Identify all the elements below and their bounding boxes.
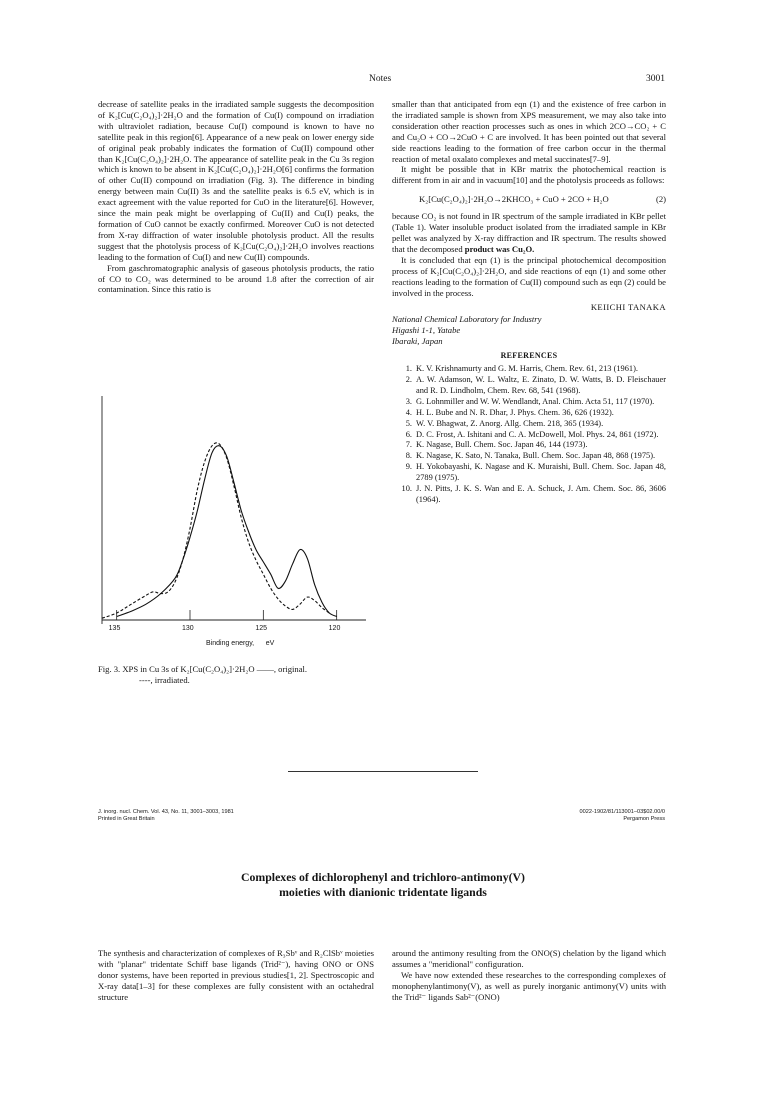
series-line-original [117,446,337,617]
x-tick-label-135: 135 [108,625,121,632]
section-divider [288,771,478,772]
equation-2 [392,188,666,211]
reference-text: W. V. Bhagwat, Z. Anorg. Allg. Chem. 218, 365 (1934). [416,418,604,428]
affiliation-line-2: Higashi 1-1, Yatabe [392,325,461,335]
reference-number: 8. [405,451,412,461]
journal-citation: J. inorg. nucl. Chem. Vol. 43, No. 11, 3001–3003, 1981 [98,809,234,815]
reference-item [392,408,666,419]
journal-info [98,809,234,823]
reference-item [392,375,666,397]
reference-item [392,364,666,375]
reference-text: H. L. Bube and N. R. Dhar, J. Phys. Chem. 36, 626 (1932). [416,407,614,417]
x-tick-label-130: 130 [182,625,194,632]
reference-text: H. Yokobayashi, K. Nagase and K. Muraishi, Bull. Chem. Soc. Japan 48, 2789 (1975). [416,462,666,483]
series-line-irradiated [102,443,329,618]
affiliation-line-3: Ibaraki, Japan [392,335,443,346]
right-paragraph-2: It might be possible that in KBr matrix the photochemical reaction is different from in air and in vacuum[10] and the photolysis proceeds as follows: [392,164,666,186]
x-tick-labels [98,625,374,635]
figure-caption [98,664,378,686]
reference-number: 5. [405,418,412,428]
article2-right-column [392,948,666,1003]
reference-item [392,440,666,451]
article2-left-paragraph: The synthesis and characterization of complexes of R₃Sbᵛ and R₂ClSbᵛ moieties with "planar" tridentate Schiff base ligands (Trid²⁻), having ONO or ONS donor systems, have been reported in previous studies[1, 2]. Spectroscopic and X-ray data[1–3] for these complexes are fully consistent with an octahedral structure [98,948,374,1002]
reference-item [392,462,666,484]
reference-text: K. Nagase, K. Sato, N. Tanaka, Bull. Chem. Soc. Japan 48, 868 (1975). [416,451,656,461]
right-paragraph-4: It is concluded that eqn (1) is the principal photochemical decomposition process of K₂[Cu(C₂O₄)₂]·2H₂O, and side reactions of eqn (1) and some other reactions leading to the formation of Cu(II) compound such as eqn (2) could be involved in the process. [392,254,666,298]
right-paragraph-3-text: because CO₂ is not found in IR spectrum of the sample irradiated in KBr pellet (Table 1). Water insoluble product isolated from the irradiated sample in KBr pellet was analyzed by X-ray diffraction and IR spectrum. The results showed that the decomposed [392,211,666,254]
author: KEIICHI TANAKA [590,301,666,312]
reference-number: 1. [405,364,412,374]
reference-number: 10. [401,484,412,494]
references-list [392,364,666,506]
references-heading: REFERENCES [500,351,558,361]
caption-line-2: ----, irradiated. [139,674,190,685]
reference-number: 2. [405,375,412,384]
x-tick-label-125: 125 [255,625,268,632]
left-paragraph-1: decrease of satellite peaks in the irradiated sample suggests the decomposition of K₂[Cu(C₂O₄)₂]·2H₂O and the formation of Cu(I) compound on irradiation with ultraviolet radiation, because Cu(I) compound is known to have no satellite peak in this region[6]. Appearance of a new peak on lower energy side of original peak probably indicates the formation of Cu(II) compound other than K₂[Cu(C₂O₄)₂]·2H₂O. The appearance of satellite peak in the Cu 3s region which is known to be absent in K₂[Cu(C₂O₄)₂]·2H₂O[6] confirms the formation of other Cu(II) compound on irradiation (Fig. 3). The difference in binding energy between main Cu(II) 3s and the satellite peaks is 6.5 eV, which is in exact agreement with the value reported for CuO in the literature[6]. However, since the main peak might be overlapping of Cu(II) and Cu(I) peaks, the formation of CuO cannot be exactly confirmed. Moreover CuO is not detected from X-ray diffraction of water insoluble photolysis product. All the results suggest that the photolysis process of K₂[Cu(C₂O₄)₂]·2H₂O involves reactions leading to the formation of Cu(I) and new Cu(II) compounds. [98,99,374,262]
article2-right-paragraph-1: around the antimony resulting from the ONO(S) chelation by the ligand which assumes a "meridional" configuration. [392,948,666,969]
reference-item [392,484,666,506]
figure-3 [98,392,374,662]
article-code: 0022-1902/81/113001–03$02.00/0 [579,809,665,815]
right-paragraph-3 [392,211,666,255]
affiliation [392,314,666,346]
article-title-line-2: moieties with dianionic tridentate ligands [279,885,487,899]
article2-left-column [98,948,374,1003]
reference-text: K. V. Krishnamurty and G. M. Harris, Chem. Rev. 61, 213 (1961). [416,364,638,374]
right-column [392,99,666,506]
running-title: Notes [369,74,392,84]
publisher-name: Pergamon Press [623,816,665,822]
equation-text: K₂[Cu(C₂O₄)₂]·2H₂O→2KHCO₃ + CuO + 2CO + H₂O [419,194,609,205]
affiliation-line-1: National Chemical Laboratory for Industry [392,314,542,325]
reference-number: 4. [405,407,412,417]
equation-number: (2) [655,194,666,205]
left-paragraph-2: From gaschromatographic analysis of gaseous photolysis products, the ratio of CO to CO₂ was determined to be around 1.8 after the correction of air contamination. Since this ratio is [98,262,374,295]
article2-right-paragraph-2: We have now extended these researches to the corresponding complexes of monophenylantimony(V), as well as purely inorganic antimony(V) units with the Trid²⁻ ligands Sab²⁻(ONO) [392,969,666,1002]
reference-number: 7. [405,440,412,450]
page-number: 3001 [646,74,665,84]
reference-text: J. N. Pitts, J. K. S. Wan and E. A. Schuck, J. Am. Chem. Soc. 86, 3606 (1964). [416,484,666,504]
right-paragraph-1: smaller than that anticipated from eqn (1) and the existence of free carbon in the irradiated sample is shown from XPS measurement, we may also take into consideration other reaction processes such as ones in which 2CO→CO₂ + C and Cu₂O + CO→2CuO + C are involved. It has been pointed out that several side reactions leading to the formation of free carbon occur in the thermal reaction of metal oxalato complexes and metal succinates[7–9]. [392,99,666,164]
publisher-info [580,809,665,823]
series-lines [102,443,337,618]
article-title-line-1: Complexes of dichlorophenyl and trichloro-antimony(V) [240,870,525,884]
reference-number: 9. [405,462,412,472]
left-column [98,99,374,295]
right-paragraph-3-bold: product was Cu₂O. [464,243,535,254]
reference-text: K. Nagase, Bull. Chem. Soc. Japan 46, 144 (1973). [416,440,588,450]
reference-item [392,397,666,408]
caption-line-1: Fig. 3. XPS in Cu 3s of K₂[Cu(C₂O₄)₂]·2H₂O ——, original. [98,664,308,674]
xps-chart [98,392,374,642]
article-title [98,870,668,900]
x-ticks [117,610,337,620]
reference-text: D. C. Frost, A. Ishitani and C. A. McDowell, Mol. Phys. 24, 861 (1972). [416,429,659,439]
reference-text: G. Lohnmiller and W. W. Wendlandt, Anal. Chim. Acta 51, 117 (1970). [416,396,655,406]
x-tick-label-120: 120 [328,625,341,632]
reference-number: 6. [405,429,412,439]
printed-in: Printed in Great Britain [98,816,155,822]
reference-item [392,430,666,441]
reference-number: 3. [405,396,412,406]
reference-item [392,451,666,462]
reference-text: A. W. Adamson, W. L. Waltz, E. Zinato, D. W. Watts, B. D. Fleischauer and R. D. Lindholm, Chem. Rev. 68, 541 (1968). [416,375,666,395]
x-axis-title: Binding energy, eV [206,640,275,647]
reference-item [392,419,666,430]
